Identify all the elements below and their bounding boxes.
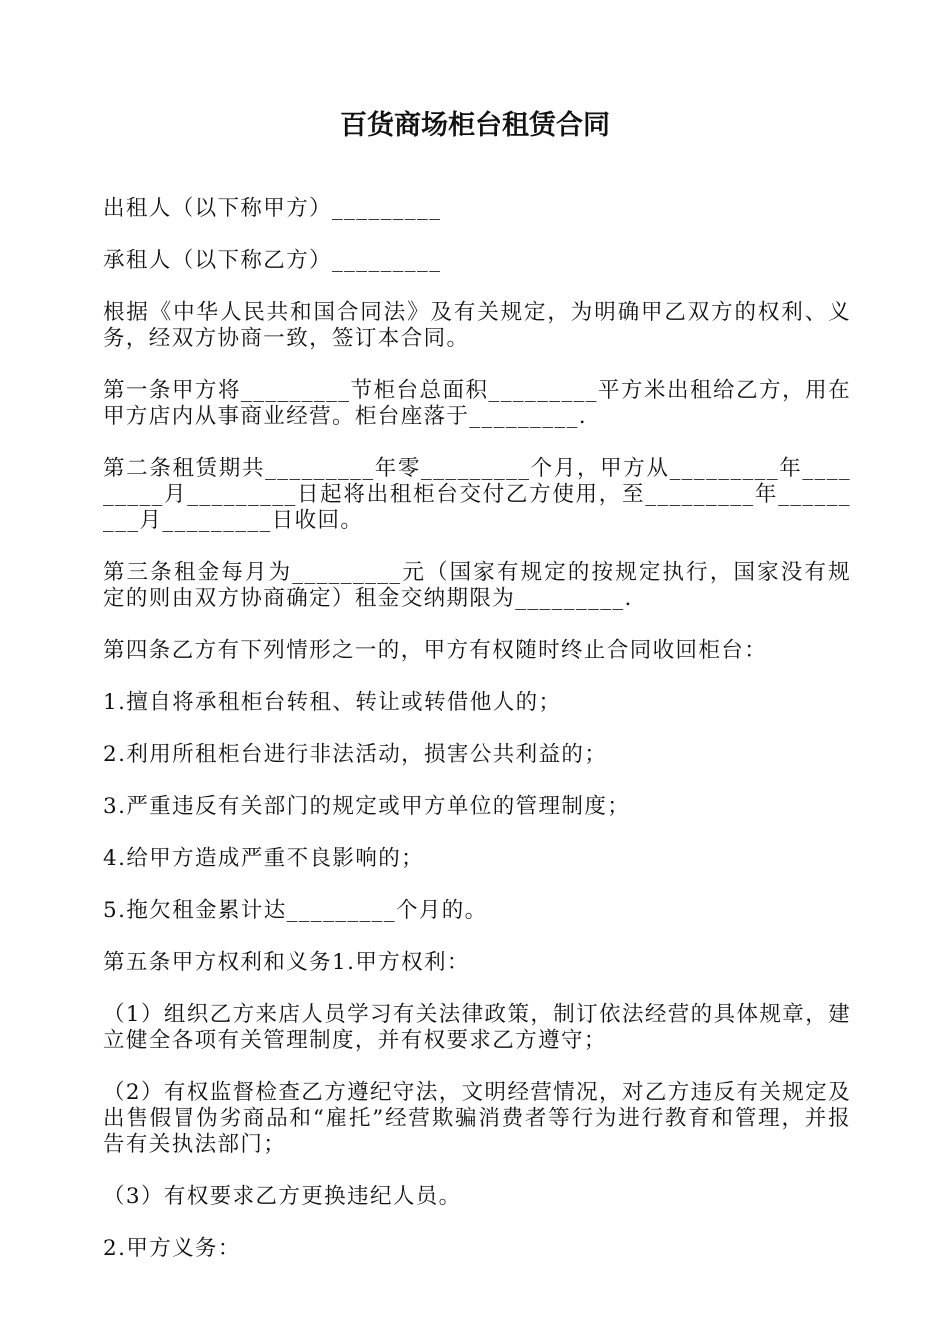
- paragraph-article-4: 第四条乙方有下列情形之一的，甲方有权随时终止合同收回柜台：: [103, 638, 768, 663]
- paragraph-article-3: 第三条租金每月为_________元（国家有规定的按规定执行，国家没有规定的则由双方协商确定）租金交纳期限为_________.: [103, 560, 851, 611]
- list-item-3: 3.严重违反有关部门的规定或甲方单位的管理制度；: [103, 794, 631, 819]
- sub-item-1: （1）组织乙方来店人员学习有关法律政策，制订依法经营的具体规章，建立健全各项有关管理制度，并有权要求乙方遵守；: [103, 1002, 851, 1053]
- sub-item-3: （3）有权要求乙方更换违纪人员。: [103, 1184, 462, 1209]
- list-item-1: 1.擅自将承租柜台转租、转让或转借他人的；: [103, 690, 562, 715]
- document-title: 百货商场柜台租赁合同: [340, 110, 610, 141]
- document-body: [103, 196, 851, 1288]
- paragraph-lessee: 承租人（以下称乙方）_________: [103, 248, 442, 273]
- paragraph-lessor: 出租人（以下称甲方）_________: [103, 196, 442, 221]
- list-item-5: 5.拖欠租金累计达_________个月的。: [103, 898, 488, 923]
- paragraph-preamble: 根据《中华人民共和国合同法》及有关规定，为明确甲乙双方的权利、义务，经双方协商一致，签订本合同。: [103, 300, 851, 351]
- list-item-4: 4.给甲方造成严重不良影响的；: [103, 846, 425, 871]
- paragraph-article-2: 第二条租赁期共_________年零_________个月，甲方从_________年_________月_________日起将出租柜台交付乙方使用，至_________年_________月_________日收回。: [103, 456, 851, 533]
- paragraph-article-5: 第五条甲方权利和义务1.甲方权利：: [103, 950, 470, 975]
- list-item-2: 2.利用所租柜台进行非法活动，损害公共利益的；: [103, 742, 608, 767]
- sub-item-2: （2）有权监督检查乙方遵纪守法，文明经营情况，对乙方违反有关规定及出售假冒伪劣商品和“雇托”经营欺骗消费者等行为进行教育和管理，并报告有关执法部门；: [103, 1080, 851, 1157]
- paragraph-lessor-obligations: 2.甲方义务：: [103, 1236, 241, 1261]
- paragraph-article-1: 第一条甲方将_________节柜台总面积_________平方米出租给乙方，用在甲方店内从事商业经营。柜台座落于_________.: [103, 378, 851, 429]
